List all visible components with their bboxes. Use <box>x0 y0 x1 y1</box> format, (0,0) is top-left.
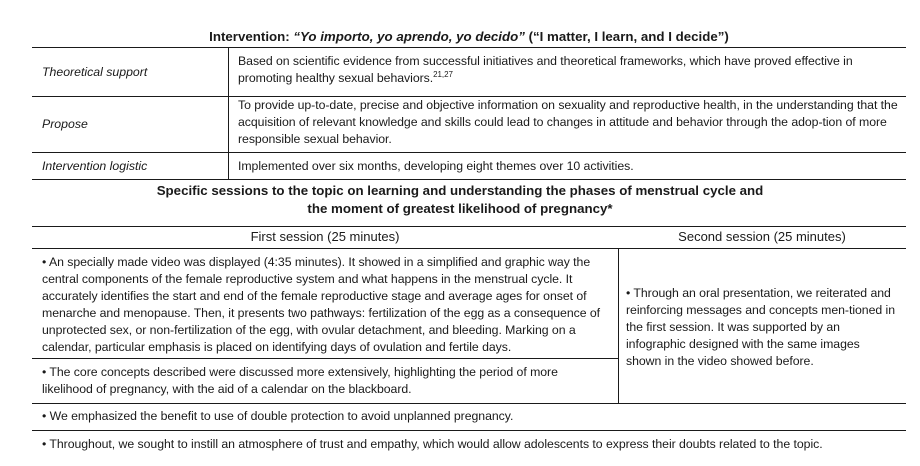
row-text-intervention-logistic: Implemented over six months, developing eight themes over 10 activities. <box>238 159 634 173</box>
title-program-name: “Yo importo, yo aprendo, yo decido” <box>293 29 525 44</box>
sessions-title: Specific sessions to the topic on learning and understanding the phases of menstrual cycle and the moment of greatest likelihood of pregnancy* <box>156 183 764 216</box>
rule-row-2 <box>32 152 906 153</box>
citation-superscript: 21,27 <box>433 69 453 79</box>
title-prefix: Intervention: <box>209 29 294 44</box>
row-label-theoretical-support: Theoretical support <box>42 65 148 79</box>
rule-session-columns <box>618 248 619 403</box>
rule-first-session-split <box>32 358 618 359</box>
rule-before-footer-1 <box>32 403 906 404</box>
rule-under-sessions-title <box>32 226 906 227</box>
title-translation: (“I matter, I learn, and I decide”) <box>524 29 729 44</box>
row-text-theoretical-support: Based on scientific evidence from successful initiatives and theoretical frameworks, which have proved effective in promoting healthy sexual behaviors.$^{21,27}$ <box>238 54 853 85</box>
rule-label-column <box>228 47 229 179</box>
first-session-item-discussion: • The core concepts described were discussed more extensively, highlighting the period of more likelihood of pregnancy, with the aid of a calendar on the blackboard. <box>42 365 558 396</box>
rule-under-title <box>32 47 906 48</box>
row-text-propose: To provide up-to-date, precise and objective information on sexuality and reproductive health, in the understanding that the acquisition of relevant knowledge and skills could lead to changes in attitude and behavior through the adop-tion of more responsible sexual behavior. <box>238 98 898 146</box>
first-session-header: First session (25 minutes) <box>250 229 400 244</box>
first-session-item-video: • An specially made video was displayed (4:35 minutes). It showed in a simplified and graphic way the central components of the female reproductive system and what happens in the menstrual cycle. It accurately identifies the start and end of the female reproductive stage and average ages for onset of menarche and menopause. Then, it presents two pathways: fertilization of the egg as a consequence of unprotected sex, or non-fertilization of the egg, with ovular detachment, and bleeding. Marking on a calendar, particular emphasis is placed on identifying days of ovulation and fertile days. <box>42 255 601 354</box>
rule-row-3 <box>32 179 906 180</box>
rule-under-session-headers <box>32 248 906 249</box>
second-session-item-presentation: • Through an oral presentation, we reiterated and reinforcing messages and concepts men-tioned in the first session. It was supported by an infographic designed with the same images shown in the video showed before. <box>626 286 896 368</box>
footer-item-trust-empathy: • Throughout, we sought to instill an atmosphere of trust and empathy, which would allow adolescents to express their doubts related to the topic. <box>42 437 823 451</box>
footer-item-double-protection: • We emphasized the benefit to use of double protection to avoid unplanned pregnancy. <box>42 409 514 423</box>
second-session-header: Second session (25 minutes) <box>678 229 846 244</box>
table-title <box>32 28 906 46</box>
row-label-intervention-logistic: Intervention logistic <box>42 159 148 173</box>
rule-before-footer-2 <box>32 430 906 431</box>
row-label-propose: Propose <box>42 117 88 131</box>
